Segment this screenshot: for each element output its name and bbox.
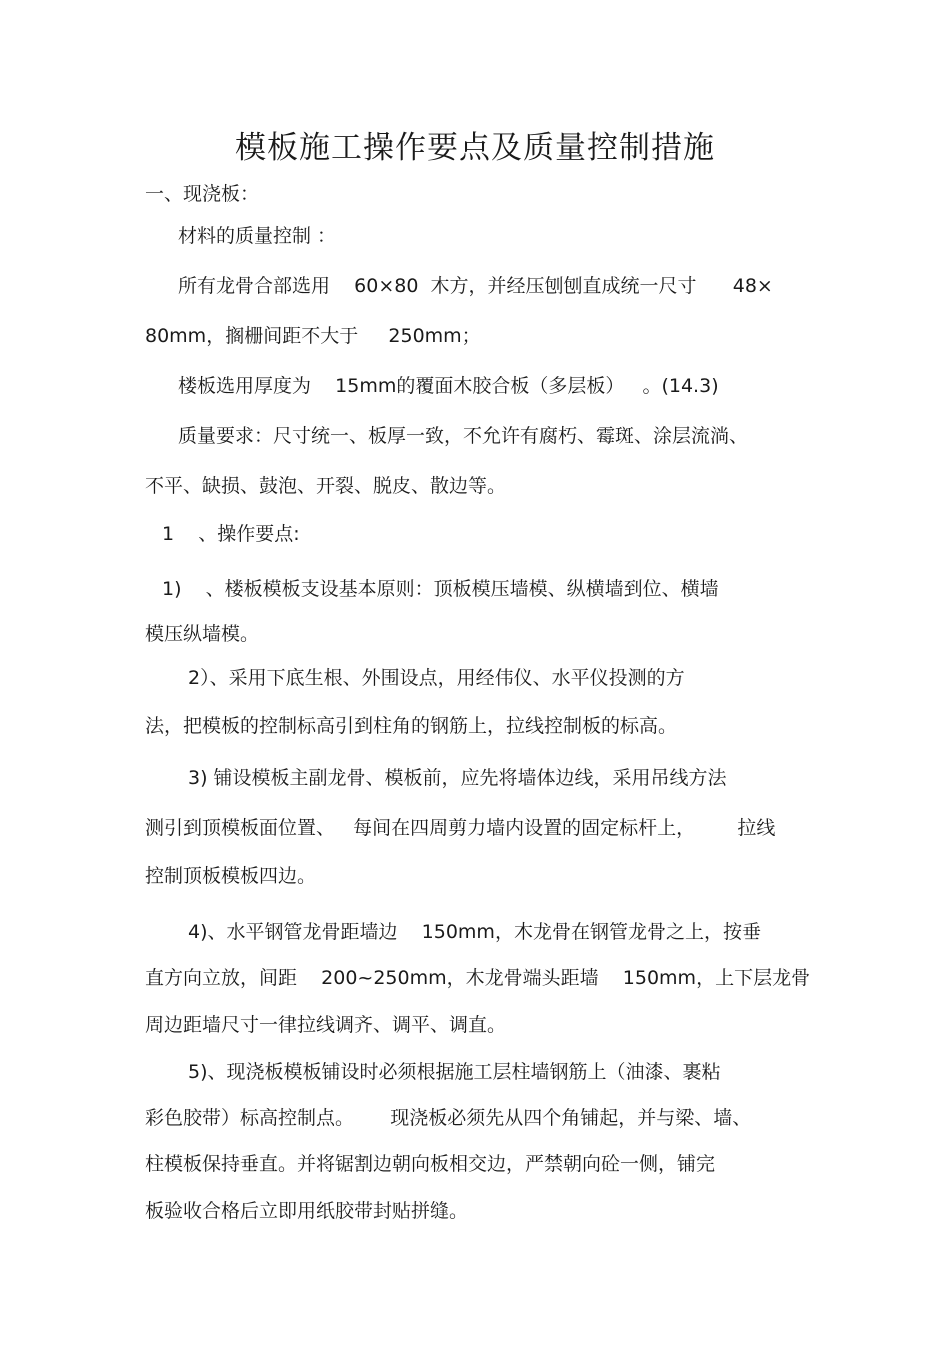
paragraph-line: 80mm，搁栅间距不大于 250mm； <box>145 325 481 347</box>
paragraph-line: 柱模板保持垂直。并将锯割边朝向板相交边，严禁朝向砼一侧，铺完 <box>145 1153 716 1175</box>
paragraph-line: 2）、采用下底生根、外围设点，用经伟仪、水平仪投测的方 <box>188 667 685 689</box>
paragraph-line: 楼板选用厚度为 15mm的覆面木胶合板（多层板） 。(14.3) <box>178 375 719 397</box>
paragraph-line: 直方向立放，间距 200~250mm，木龙骨端头距墙 150mm，上下层龙骨 <box>145 967 811 989</box>
paragraph-line: 3) 铺设模板主副龙骨、模板前，应先将墙体边线，采用吊线方法 <box>188 767 727 789</box>
document-title: 模板施工操作要点及质量控制措施 <box>235 130 715 166</box>
paragraph-line: 板验收合格后立即用纸胶带封贴拼缝。 <box>145 1200 469 1222</box>
paragraph-line: 质量要求：尺寸统一、板厚一致，不允许有腐朽、霉斑、涂层流淌、 <box>178 425 749 447</box>
paragraph-line: 5)、现浇板模板铺设时必须根据施工层柱墙钢筋上（油漆、裹粘 <box>188 1061 721 1083</box>
paragraph-line: 不平、缺损、鼓泡、开裂、脱皮、散边等。 <box>145 475 507 497</box>
subsection-heading: 1 、操作要点: <box>162 523 300 545</box>
paragraph-line: 1) 、楼板模板支设基本原则：顶板模压墙模、纵横墙到位、横墙 <box>162 578 719 600</box>
section-heading: 一、现浇板： <box>145 183 260 205</box>
paragraph-line: 周边距墙尺寸一律拉线调齐、调平、调直。 <box>145 1014 507 1036</box>
paragraph-line: 彩色胶带）标高控制点。 现浇板必须先从四个角铺起，并与梁、墙、 <box>145 1107 752 1129</box>
paragraph-line: 材料的质量控制 ： <box>178 225 337 247</box>
paragraph-line: 控制顶板模板四边。 <box>145 865 317 887</box>
paragraph-line: 法，把模板的控制标高引到柱角的钢筋上，拉线控制板的标高。 <box>145 715 678 737</box>
paragraph-line: 4)、水平钢管龙骨距墙边 150mm，木龙骨在钢管龙骨之上，按垂 <box>188 921 761 943</box>
paragraph-line: 所有龙骨合部选用 60×80 木方，并经压刨刨直成统一尺寸 48× <box>178 275 773 297</box>
paragraph-line: 测引到顶模板面位置、 每间在四周剪力墙内设置的固定标杆上， 拉线 <box>145 817 776 839</box>
paragraph-line: 模压纵墙模。 <box>145 623 260 645</box>
